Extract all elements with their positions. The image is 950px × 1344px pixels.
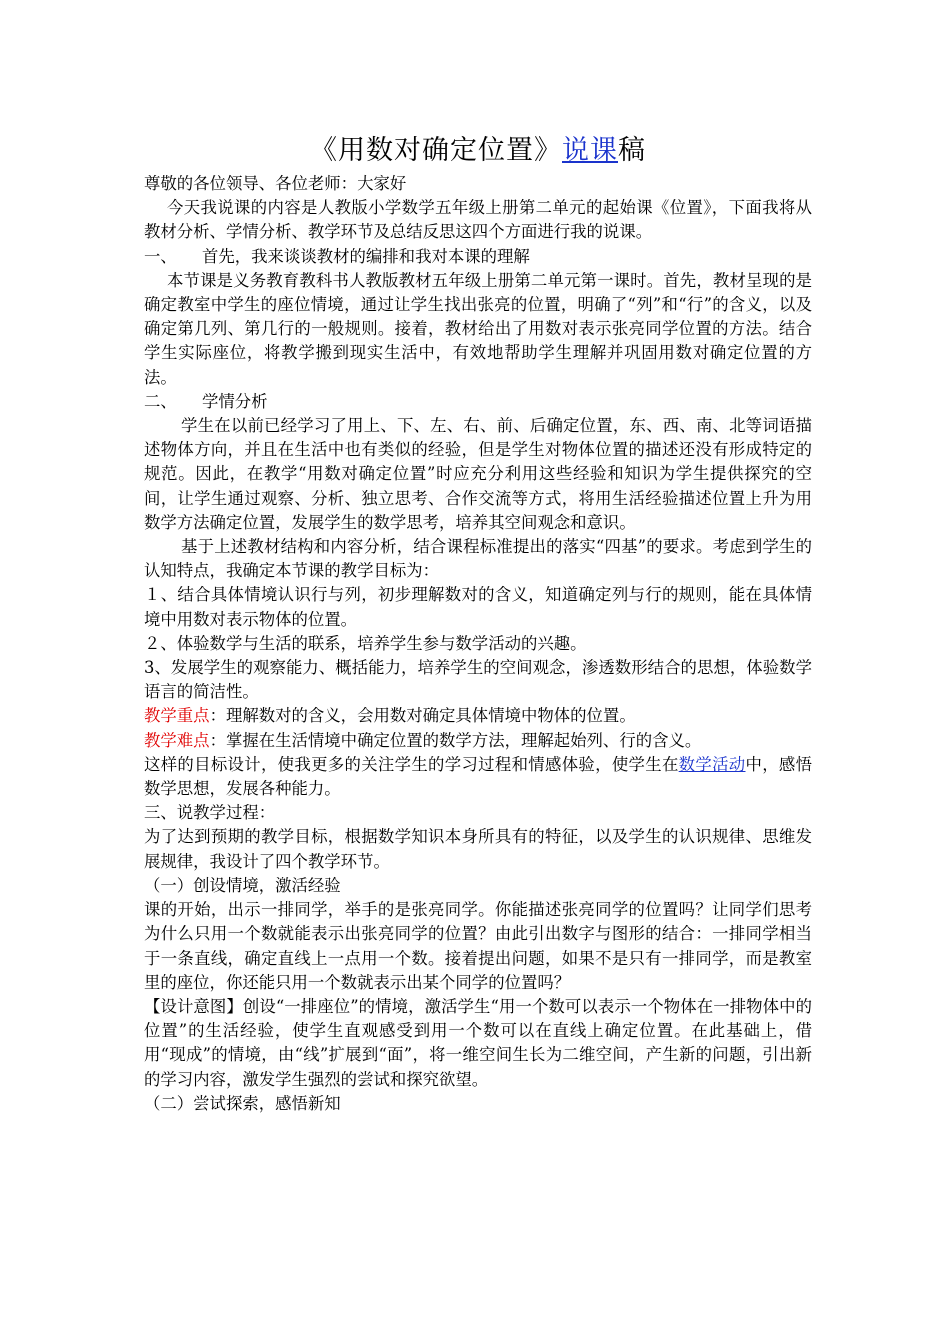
goal-item: 3、发展学生的观察能力、概括能力，培养学生的空间观念，渗透数形结合的思想，体验数学语言的简洁性。 <box>144 658 812 702</box>
section-1-body: 本节课是义务教育教科书人教版教材五年级上册第二单元第一课时。首先，教材呈现的是确定教室中学生的座位情境，通过让学生找出张亮的位置，明确了“列”和“行”的含义，以及确定第几列、第几行的一般规则。接着，教材给出了用数对表示张亮同学位置的方法。结合学生实际座位，将教学搬到现实生活中，有效地帮助学生理解并巩固用数对确定位置的方法。 <box>144 270 812 387</box>
section-2-body-1: 学生在以前已经学习了用上、下、左、右、前、后确定位置，东、西、南、北等词语描述物体方向，并且在生活中也有类似的经验，但是学生对物体位置的描述还没有形成特定的规范。因此，在教学“用数对确定位置”时应充分利用这些经验和知识为学生提供探究的空间，让学生通过观察、分析、独立思考、合作交流等方式，将用生活经验描述位置上升为用数学方法确定位置，发展学生的数学思考，培养其空间观念和意识。 <box>144 416 812 532</box>
step-1-body: 课的开始，出示一排同学，举手的是张亮同学。你能描述张亮同学的位置吗？让同学们思考为什么只用一个数就能表示出张亮同学的位置？由此引出数字与图形的结合：一排同学相当于一条直线，确定直线上一点用一个数。接着提出问题，如果不是只有一排同学，而是教室里的座位，你还能只用一个数就表示出某个同学的位置吗？ <box>144 900 812 992</box>
title-link[interactable]: 说课 <box>562 135 618 166</box>
design-intent: 【设计意图】创设“一排座位”的情境，激活学生“用一个数可以表示一个物体在一排物体中的位置”的生活经验，使学生直观感受到用一个数可以在直线上确定位置。在此基础上，借用“现成”的情境，由“线”扩展到“面”，将一维空间生长为二维空间，产生新的问题，引出新的学习内容，激发学生强烈的尝试和探究欲望。 <box>144 996 812 1089</box>
math-activity-link[interactable]: 数学活动 <box>678 754 746 774</box>
teaching-difficulty: 教学难点：掌握在生活情境中确定位置的数学方法，理解起始列、行的含义。 <box>144 730 702 750</box>
goal-item: １、结合具体情境认识行与列，初步理解数对的含义，知道确定列与行的规则，能在具体情境中用数对表示物体的位置。 <box>144 585 812 629</box>
key-point-label: 教学重点 <box>144 706 210 726</box>
section-1-heading: 一、 首先，我来谈谈教材的编排和我对本课的理解 <box>144 246 530 266</box>
step-1-title: （一）创设情境，激活经验 <box>144 875 341 895</box>
teaching-key-point: 教学重点：理解数对的含义，会用数对确定具体情境中物体的位置。 <box>144 706 636 726</box>
section-2-heading: 二、 学情分析 <box>144 391 268 411</box>
difficulty-label: 教学难点 <box>144 730 210 750</box>
section-2-body-2: 基于上述教材结构和内容分析，结合课程标准提出的落实“四基”的要求。考虑到学生的认知特点，我确定本节课的教学目标为： <box>144 537 812 581</box>
greeting: 尊敬的各位领导、各位老师：大家好 <box>144 174 407 193</box>
goal-item: ２、体验数学与生活的联系，培养学生参与数学活动的兴趣。 <box>144 633 587 653</box>
section-3-intro: 为了达到预期的教学目标，根据数学知识本身所具有的特征，以及学生的认识规律、思维发展规律，我设计了四个教学环节。 <box>144 827 812 871</box>
intro-paragraph: 今天我说课的内容是人教版小学数学五年级上册第二单元的起始课《位置》，下面我将从教材分析、学情分析、教学环节及总结反思这四个方面进行我的说课。 <box>144 198 812 242</box>
section-3-heading: 三、说教学过程： <box>144 803 276 823</box>
design-paragraph: 这样的目标设计，使我更多的关注学生的学习过程和情感体验，使学生在数学活动中，感悟数学思想，发展各种能力。 <box>144 754 813 799</box>
document-page <box>144 132 812 1116</box>
step-2-title: （二）尝试探索，感悟新知 <box>144 1093 341 1113</box>
document-title: 《用数对确定位置》说课稿 <box>310 135 646 166</box>
